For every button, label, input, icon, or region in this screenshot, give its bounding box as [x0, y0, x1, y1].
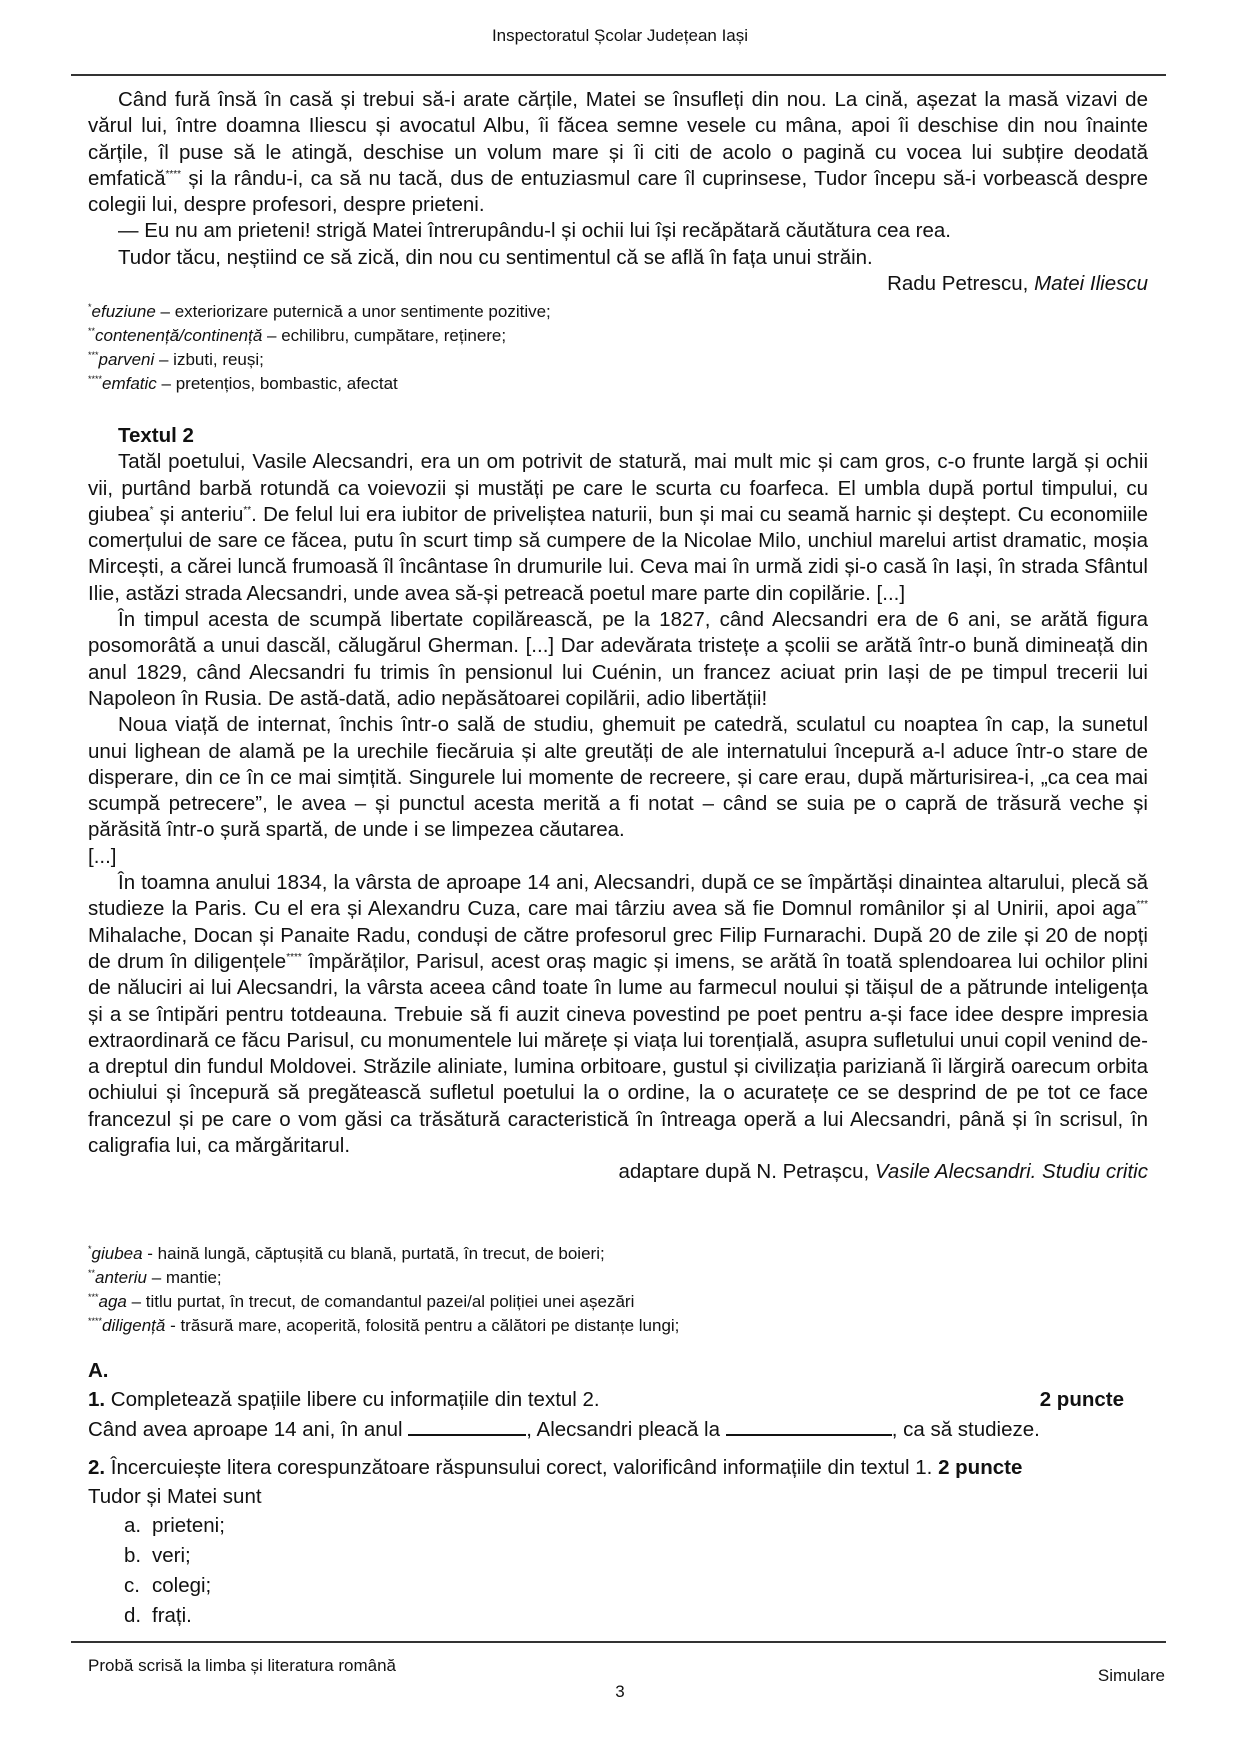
- footnote-ref: ***: [1136, 899, 1148, 911]
- footnote-def: – izbuti, reuși;: [154, 350, 264, 369]
- footnote: [88, 300, 1148, 324]
- blank-city-field[interactable]: [726, 1416, 892, 1436]
- text2-paragraph: Noua viață de internat, închis într-o sală de studiu, ghemuit pe catedră, sculatul cu noaptea în cap, la sunetul unui lighean de alamă pe la urechile fiecăruia și alte greutăți de ale internatului începură a-l aduce într-o stare de disperare, din ce în ce mai simțită. Singurele lui momente de recreere, și care erau, după mărturisirea-i, „ca cea mai scumpă petrecere”, le avea – și punctul acesta merită a fi notat – când se suia pe o capră de trăsură veche și părăsită într-o șură spartă, de unde i se limpezea căutarea.: [88, 713, 1148, 842]
- option-text: prieteni;: [152, 1514, 225, 1537]
- footnote-ref: *: [149, 504, 154, 516]
- page-header: Inspectoratul Școlar Județean Iași: [491, 26, 749, 45]
- question-text: Încercuiește litera corespunzătoare răspunsului corect, valorificând informațiile din textul 1.: [105, 1456, 939, 1479]
- footnote-mark: *: [88, 302, 92, 312]
- text2: [88, 423, 1148, 1186]
- footnotes1: [88, 300, 1148, 396]
- footnote-mark: ****: [88, 374, 103, 384]
- footnote-term: emfatic: [102, 374, 157, 393]
- footnote-term: anteriu: [95, 1268, 147, 1287]
- option-text: colegi;: [152, 1574, 212, 1597]
- footnotes2: [88, 1242, 1148, 1338]
- question-points: 2 puncte: [1039, 1388, 1124, 1411]
- footnote-def: – mantie;: [147, 1268, 222, 1287]
- footer-label: Simulare: [1097, 1666, 1165, 1685]
- question-2: [88, 1453, 1148, 1483]
- footnote: [88, 1290, 1148, 1314]
- question-number: 2.: [88, 1456, 106, 1479]
- text-segment: împărăților, Parisul, acest oraș magic și imens, se arătă în toată splendoarea lui ochilor plini de năluciri ai lui Alecsandri, la vârsta aceea când toate în lume au farmecul noului și tăișul de a pătrunde inteligența și a se întipări pentru totdeauna. Trebuie să fi auzit cineva povestind pe poet pentru a-și face idee despre impresia extraordinară ce făcu Parisul, cu monumentele lui mărețe și viața lui torențială, asupra sufletului unui copil venind de-a dreptul din fundul Moldovei. Străzile aliniate, lumina orbitoare, gustul și civilizația pariziană îi lărgiră oarecum orbita ochiului și începură să pregătească sufletul poetului la o ordine, la o acuratețe ce se desprind de pe tot ce face francezul și pe care o vom găsi ca trăsătură caracteristică în întreaga operă a lui Alecsandri, până și în scrisul, în caligrafia lui, ca mărgăritarul.: [88, 949, 1148, 1158]
- ellipsis: [...]: [88, 844, 117, 868]
- option-a[interactable]: [124, 1511, 1148, 1541]
- question-points: 2 puncte: [938, 1456, 1023, 1479]
- text2-paragraph: În timpul acesta de scumpă libertate copilărească, pe la 1827, când Alecsandri era de 6 ani, se arătă figura posomorâtă a unui dascăl, călugărul Gherman. [...] Dar adevărata tristețe a școlii se arătă într-o bună dimineață din anul 1829, când Alecsandri fu trimis în pensionul lui Cuénin, un francez aciuat prin Iași de pe timpul trecerii lui Napoleon în Rusia. De astă-dată, adio nepăsătoarei copilării, adio libertății!: [88, 608, 1148, 710]
- footnote-mark: ****: [88, 1316, 103, 1326]
- footnote-term: aga: [98, 1292, 127, 1311]
- section-label: A.: [88, 1359, 109, 1382]
- fill-text: Când avea aproape 14 ani, în anul: [88, 1418, 409, 1441]
- source-author: adaptare după N. Petrașcu,: [618, 1160, 875, 1184]
- option-b[interactable]: [124, 1541, 1148, 1571]
- heading: Textul 2: [118, 424, 194, 447]
- option-text: frați.: [152, 1604, 192, 1627]
- footnote-def: – exteriorizare puternică a unor sentimente pozitive;: [155, 302, 551, 321]
- text-segment: Mihalache, Docan și Panaite Radu, conduși de către profesorul grec Filip Furnarachi. După 20 de zile și 20 de nopți de drum în diligențele: [88, 923, 1148, 973]
- footnote-term: efuziune: [91, 302, 156, 321]
- question-1: [88, 1385, 1148, 1415]
- text1-paragraph: Tudor tăcu, neștiind ce să zică, din nou cu sentimentul că se află în fața unui străin.: [118, 245, 873, 269]
- question-number: 1.: [88, 1388, 106, 1411]
- footnote-mark: **: [88, 1268, 96, 1278]
- footnote: [88, 324, 1148, 348]
- text-segment: . De felul lui era iubitor de priveliștea naturii, bun și mai cu seamă harnic și deștept. Cu economiile comerțului de sare ce făcea, putu în scurt timp să cumpere de la Nicolae Milo, unchiul marelui artist dramatic, moșia Mircești, a cărei luncă frumoasă îl încântase în drumurile lui. Ceva mai în urmă zidi și-o casă în Iași, în strada Sfântul Ilie, astăzi strada Alecsandri, unde avea să-și petreacă poetul mare parte din copilărie. [...]: [88, 502, 1148, 605]
- option-letter: b.: [124, 1544, 142, 1567]
- option-d[interactable]: [124, 1601, 1148, 1631]
- footnote-term: giubea: [91, 1244, 143, 1263]
- source-author: Radu Petrescu,: [887, 272, 1035, 296]
- footnote-mark: **: [88, 326, 96, 336]
- footnote-def: - trăsură mare, acoperită, folosită pentru a călători pe distanțe lungi;: [165, 1316, 680, 1335]
- text-segment: și la rându-i, ca să nu tacă, dus de entuziasmul care îl cuprinsese, Tudor începu să-i vorbească despre colegii lui, despre profesori, despre prieteni.: [88, 166, 1148, 217]
- text1-paragraph: — Eu nu am prieteni! strigă Matei întrerupându-l și ochii lui își recăpătară căutătura cea rea.: [118, 219, 951, 243]
- option-letter: c.: [124, 1574, 140, 1597]
- footnote: [88, 1242, 1148, 1266]
- footnote-def: – echilibru, cumpătare, reținere;: [262, 326, 507, 345]
- footnote-def: – pretențios, bombastic, afectat: [156, 374, 398, 393]
- question-1-text: [88, 1385, 600, 1415]
- option-c[interactable]: [124, 1571, 1148, 1601]
- footnote: [88, 1314, 1148, 1338]
- source-title: Vasile Alecsandri. Studiu critic: [874, 1160, 1148, 1184]
- footnote-mark: ***: [88, 350, 99, 360]
- question-stem: Tudor și Matei sunt: [88, 1485, 262, 1508]
- text-segment: Când fură însă în casă și trebui să-i arate cărțile, Matei se însufleți din nou. La cină, așezat la masă vizavi de vărul lui, între doamna Iliescu și avocatul Albu, îi făcea semne vesele cu mâna, apoi îi deschise din nou înainte cărțile, îl puse să le atingă, deschise un volum mare și îi citi de acolo o pagină cu vocea lui subțire deodată emfatică: [88, 88, 1148, 190]
- footnote-def: - haină lungă, căptușită cu blană, purtată, în trecut, de boieri;: [142, 1244, 605, 1263]
- footnote: [88, 372, 1148, 396]
- footnote-ref: ****: [165, 168, 182, 180]
- question-1-fill: [88, 1415, 1148, 1445]
- question-text: Completează spațiile libere cu informațiile din textul 2.: [105, 1388, 600, 1411]
- section-a: [88, 1357, 1148, 1631]
- footnote: [88, 1266, 1148, 1290]
- text-segment: Tatăl poetului, Vasile Alecsandri, era un om potrivit de statură, mai mult mic și cam gros, c-o frunte largă și ochii vii, purtând barbă rotundă ca voievozii și mustăți pe care le scurta cu foarfeca. El umbla după portul timpului, cu giubea: [88, 450, 1148, 526]
- text2-heading: [88, 423, 1148, 449]
- text2-paragraph: [88, 449, 1148, 607]
- text2-paragraph: [88, 870, 1148, 1159]
- text1: [88, 87, 1148, 297]
- text2-source: [88, 1159, 1148, 1185]
- footnote-def: – titlu purtat, în trecut, de comandantul pazei/al poliției unei așezări: [126, 1292, 635, 1311]
- option-letter: d.: [124, 1604, 142, 1627]
- header-divider: [71, 74, 1166, 76]
- page-number: 3: [615, 1682, 625, 1701]
- answer-options: [88, 1511, 1148, 1631]
- text1-source: [88, 271, 1148, 297]
- footnote-ref: ****: [286, 951, 302, 963]
- footnote-term: diligență: [102, 1316, 166, 1335]
- fill-text: , ca să studieze.: [891, 1418, 1040, 1441]
- footer-divider: [71, 1641, 1166, 1643]
- footnote-mark: ***: [88, 1292, 99, 1302]
- text-segment: și anteriu: [153, 502, 244, 526]
- footnote-term: contenență/continență: [95, 326, 263, 345]
- text1-paragraph: [88, 87, 1148, 218]
- footnote-mark: *: [88, 1244, 92, 1254]
- footnote-term: parveni: [98, 350, 155, 369]
- footnote: [88, 348, 1148, 372]
- footnote-ref: **: [243, 504, 252, 516]
- text-segment: În toamna anului 1834, la vârsta de aproape 14 ani, Alecsandri, după ce se împărtăși dinaintea altarului, plecă să studieze la Paris. Cu el era și Alexandru Cuza, care mai târziu avea să fie Domnul românilor și al Unirii, apoi aga: [88, 871, 1148, 921]
- option-letter: a.: [124, 1514, 142, 1537]
- option-text: veri;: [152, 1544, 191, 1567]
- blank-year-field[interactable]: [408, 1416, 526, 1436]
- footer-exam-name: Probă scrisă la limba și literatura română: [88, 1656, 397, 1675]
- source-title: Matei Iliescu: [1034, 272, 1148, 296]
- fill-text: , Alecsandri pleacă la: [526, 1418, 726, 1441]
